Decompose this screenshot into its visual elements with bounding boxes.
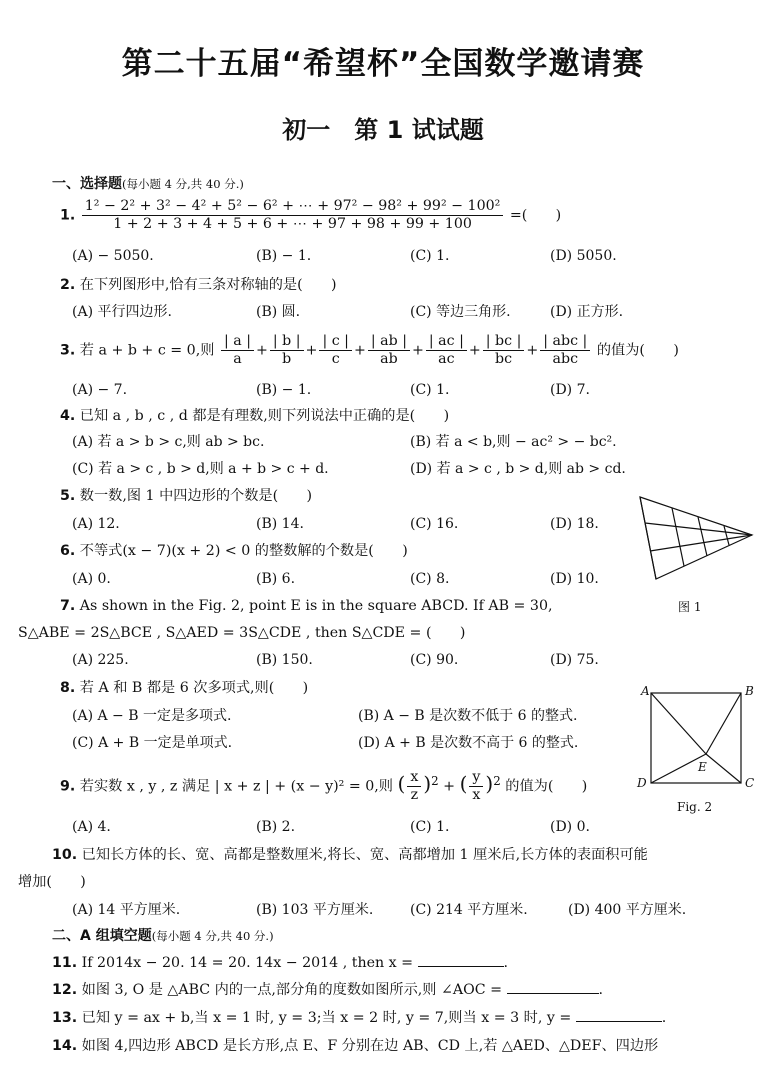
question-number: 4. (60, 408, 76, 424)
fig1-left-edge (640, 497, 656, 579)
question-11 (52, 953, 508, 973)
figure-1-diagram (638, 495, 754, 583)
option-b: (B) 2. (256, 819, 296, 835)
numerator: 1² − 2² + 3² − 4² + 5² − 6² + ⋯ + 97² − 98² + 99² − 100² (82, 198, 504, 216)
fraction-b (270, 333, 304, 368)
fig2-label-a: A (641, 684, 650, 698)
option-b: (B) 圆. (256, 304, 301, 320)
option-b: (B) 103 平方厘米. (256, 902, 374, 918)
fraction-x-over-z (407, 769, 421, 804)
fig1-vline-1 (672, 508, 684, 566)
question-number: 12. (52, 982, 78, 998)
option-d: (D) 若 a > c , b > d,则 ab > cd. (410, 461, 626, 477)
question-4 (60, 406, 449, 426)
question-lead: 若 a + b + c = 0,则 (79, 342, 215, 359)
numerator: | a | (221, 333, 254, 351)
option-c: (C) 1. (410, 382, 450, 398)
option-b: (B) − 1. (256, 248, 312, 264)
fig2-label-c: C (745, 776, 755, 790)
question-7 (60, 596, 553, 616)
option-d: (D) 18. (550, 516, 599, 532)
option-a: (A) 若 a > b > c,则 ab > bc. (72, 434, 265, 450)
question-number: 13. (52, 1010, 78, 1026)
option-b: (B) 若 a < b,则 − ac² > − bc². (410, 434, 617, 450)
option-a: (A) − 7. (72, 382, 128, 398)
option-b: (B) 14. (256, 516, 304, 532)
option-c: (C) 1. (410, 819, 450, 835)
question-number: 5. (60, 488, 76, 504)
question-7-line-2: S△ABE = 2S△BCE , S△AED = 3S△CDE , then S△CDE = ( ) (18, 625, 466, 641)
option-c: (C) 214 平方厘米. (410, 902, 528, 918)
fraction-y-over-x (469, 769, 483, 804)
section-note: (每小题 4 分,共 40 分.) (122, 177, 244, 191)
fraction-a (221, 333, 254, 368)
section-title: 二、A 组填空题 (52, 928, 152, 944)
question-12 (52, 980, 603, 1000)
section-note: (每小题 4 分,共 40 分.) (151, 929, 274, 943)
fraction-ac (426, 333, 467, 368)
option-a: (A) 225. (72, 652, 129, 668)
fig1-ray-2 (650, 535, 752, 551)
denominator: x (472, 787, 481, 803)
question-text: 在下列图形中,恰有三条对称轴的是( ) (79, 277, 337, 293)
numerator: y (469, 769, 483, 787)
option-c: (C) 8. (410, 571, 450, 587)
option-c: (C) 16. (410, 516, 459, 532)
question-8 (60, 678, 308, 698)
numerator: | ac | (426, 333, 467, 351)
option-c: (C) 1. (410, 248, 450, 264)
numerator: | ab | (368, 333, 410, 351)
question-9: 9. 若实数 x , y , z 满足 | x + z | + (x − y)² = 0,则 ( $\frac{x}{z}$ )$^2$ + ( $\frac{y}{x}$ )$^2$ 的值为( ) (60, 769, 588, 803)
denominator: a (233, 351, 242, 367)
option-c: (C) 若 a > c , b > d,则 a + b > c + d. (72, 461, 329, 477)
option-d: (D) A + B 是次数不高于 6 的整式. (358, 735, 579, 751)
question-number: 7. (60, 598, 76, 614)
denominator: c (331, 351, 340, 367)
answer-paren: =( ) (509, 207, 562, 224)
option-a: (A) 0. (72, 571, 111, 587)
numerator: | b | (270, 333, 304, 351)
option-a: (A) − 5050. (72, 248, 154, 264)
question-text: 已知 a , b , c , d 都是有理数,则下列说法中正确的是( ) (79, 408, 450, 424)
fraction-abc (540, 333, 590, 368)
answer-blank[interactable] (507, 993, 599, 994)
option-d: (D) 5050. (550, 248, 617, 264)
option-d: (D) 正方形. (550, 304, 624, 320)
question-text: If 2014x − 20. 14 = 20. 14x − 2014 , then x = (81, 955, 414, 971)
option-a: (A) 12. (72, 516, 120, 532)
question-3: 3. 若 a + b + c = 0,则 $\frac{| a |}{a}$ + $\frac{| b |}{b}$ + $\frac{| c |}{c}$ + $\frac{| ab |}{ab}$ + $\frac{| ac |}{ac}$ + $\frac{| bc |}{bc}$ + $\frac{\text{| abc |}}{\text{abc}}$ 的值为( ) (60, 333, 679, 367)
fig1-vline-2 (698, 517, 707, 556)
question-tail: 的值为( ) (596, 342, 679, 359)
option-a: (A) 14 平方厘米. (72, 902, 181, 918)
denominator: ac (438, 351, 455, 367)
question-1 (60, 198, 561, 233)
option-c: (C) A + B 一定是单项式. (72, 735, 233, 751)
figure-2-caption: Fig. 2 (677, 800, 713, 814)
section-heading-fill (52, 926, 274, 946)
question-lead: 若实数 x , y , z 满足 | x + z | + (x − y)² = 0,则 (79, 778, 393, 795)
fig2-segment-be (706, 693, 741, 754)
fig2-label-b: B (745, 684, 754, 698)
exam-subtitle: 初一 第 1 试试题 (282, 116, 484, 144)
option-c: (C) 90. (410, 652, 459, 668)
fraction-ab (368, 333, 410, 368)
question-number: 14. (52, 1038, 78, 1054)
fraction-bc (483, 333, 525, 368)
denominator: abc (552, 351, 579, 367)
option-b: (B) A − B 是次数不低于 6 的整式. (358, 708, 578, 724)
question-tail: 的值为( ) (505, 778, 588, 795)
fig2-label-e: E (698, 760, 707, 774)
question-number: 8. (60, 680, 76, 696)
option-d: (D) 75. (550, 652, 599, 668)
question-number: 2. (60, 277, 76, 293)
question-text: 如图 3, O 是 △ABC 内的一点,部分角的度数如图所示,则 ∠AOC = (81, 982, 502, 998)
answer-blank[interactable] (418, 966, 504, 967)
denominator: 1 + 2 + 3 + 4 + 5 + 6 + ⋯ + 97 + 98 + 99 + 100 (113, 216, 472, 232)
fig1-vline-3 (724, 526, 729, 545)
question-text: As shown in the Fig. 2, point E is in the square ABCD. If AB = 30, (79, 598, 553, 614)
option-a: (A) 4. (72, 819, 111, 835)
question-number: 6. (60, 543, 76, 559)
fig2-square-abcd (651, 693, 741, 783)
exam-title: 第二十五届“希望杯”全国数学邀请赛 (121, 46, 645, 82)
sentence-end: . (503, 955, 509, 971)
option-d: (D) 10. (550, 571, 599, 587)
numerator: | abc | (540, 333, 590, 351)
numerator: | bc | (483, 333, 525, 351)
fraction-c (319, 333, 352, 368)
question-2 (60, 275, 337, 295)
option-a: (A) A − B 一定是多项式. (72, 708, 232, 724)
section-title: 一、选择题 (52, 176, 122, 192)
option-d: (D) 0. (550, 819, 590, 835)
fig2-segment-ce (706, 754, 741, 783)
numerator: | c | (319, 333, 352, 351)
figure-2-diagram (650, 692, 742, 784)
sentence-end: . (598, 982, 604, 998)
question-10-line-2: 增加( ) (18, 874, 86, 890)
question-number: 10. (52, 847, 78, 863)
denominator: b (282, 351, 292, 367)
option-c: (C) 等边三角形. (410, 304, 511, 320)
figure-1-caption: 图 1 (678, 600, 702, 614)
option-a: (A) 平行四边形. (72, 304, 172, 320)
question-text: 如图 4,四边形 ABCD 是长方形,点 E、F 分别在边 AB、CD 上,若 △AED、△DEF、四边形 (81, 1038, 659, 1054)
question-text: 数一数,图 1 中四边形的个数是( ) (79, 488, 313, 504)
fig2-segment-ae (651, 693, 706, 754)
option-b: (B) − 1. (256, 382, 312, 398)
denominator: z (410, 787, 419, 803)
answer-blank[interactable] (576, 1021, 662, 1022)
question-number: 1. (60, 207, 76, 224)
question-text: 已知长方体的长、宽、高都是整数厘米,将长、宽、高都增加 1 厘米后,长方体的表面积可能 (81, 847, 648, 863)
option-d: (D) 7. (550, 382, 590, 398)
question-text: 若 A 和 B 都是 6 次多项式,则( ) (79, 680, 309, 696)
question-number: 9. (60, 778, 76, 795)
option-d: (D) 400 平方厘米. (568, 902, 687, 918)
question-6 (60, 541, 408, 561)
question-text: 已知 y = ax + b,当 x = 1 时, y = 3;当 x = 2 时, y = 7,则当 x = 3 时, y = (81, 1010, 572, 1026)
question-10 (52, 845, 648, 865)
question-text: 不等式(x − 7)(x + 2) < 0 的整数解的个数是( ) (79, 543, 408, 559)
denominator: bc (495, 351, 513, 367)
option-b: (B) 6. (256, 571, 296, 587)
fraction (82, 198, 504, 233)
section-heading-choice (52, 174, 244, 194)
question-number: 3. (60, 342, 76, 359)
numerator: x (407, 769, 421, 787)
question-number: 11. (52, 955, 78, 971)
denominator: ab (380, 351, 398, 367)
option-b: (B) 150. (256, 652, 313, 668)
fig2-label-d: D (637, 776, 647, 790)
question-5 (60, 486, 312, 506)
question-13 (52, 1008, 666, 1028)
sentence-end: . (661, 1010, 667, 1026)
question-14 (52, 1036, 658, 1056)
